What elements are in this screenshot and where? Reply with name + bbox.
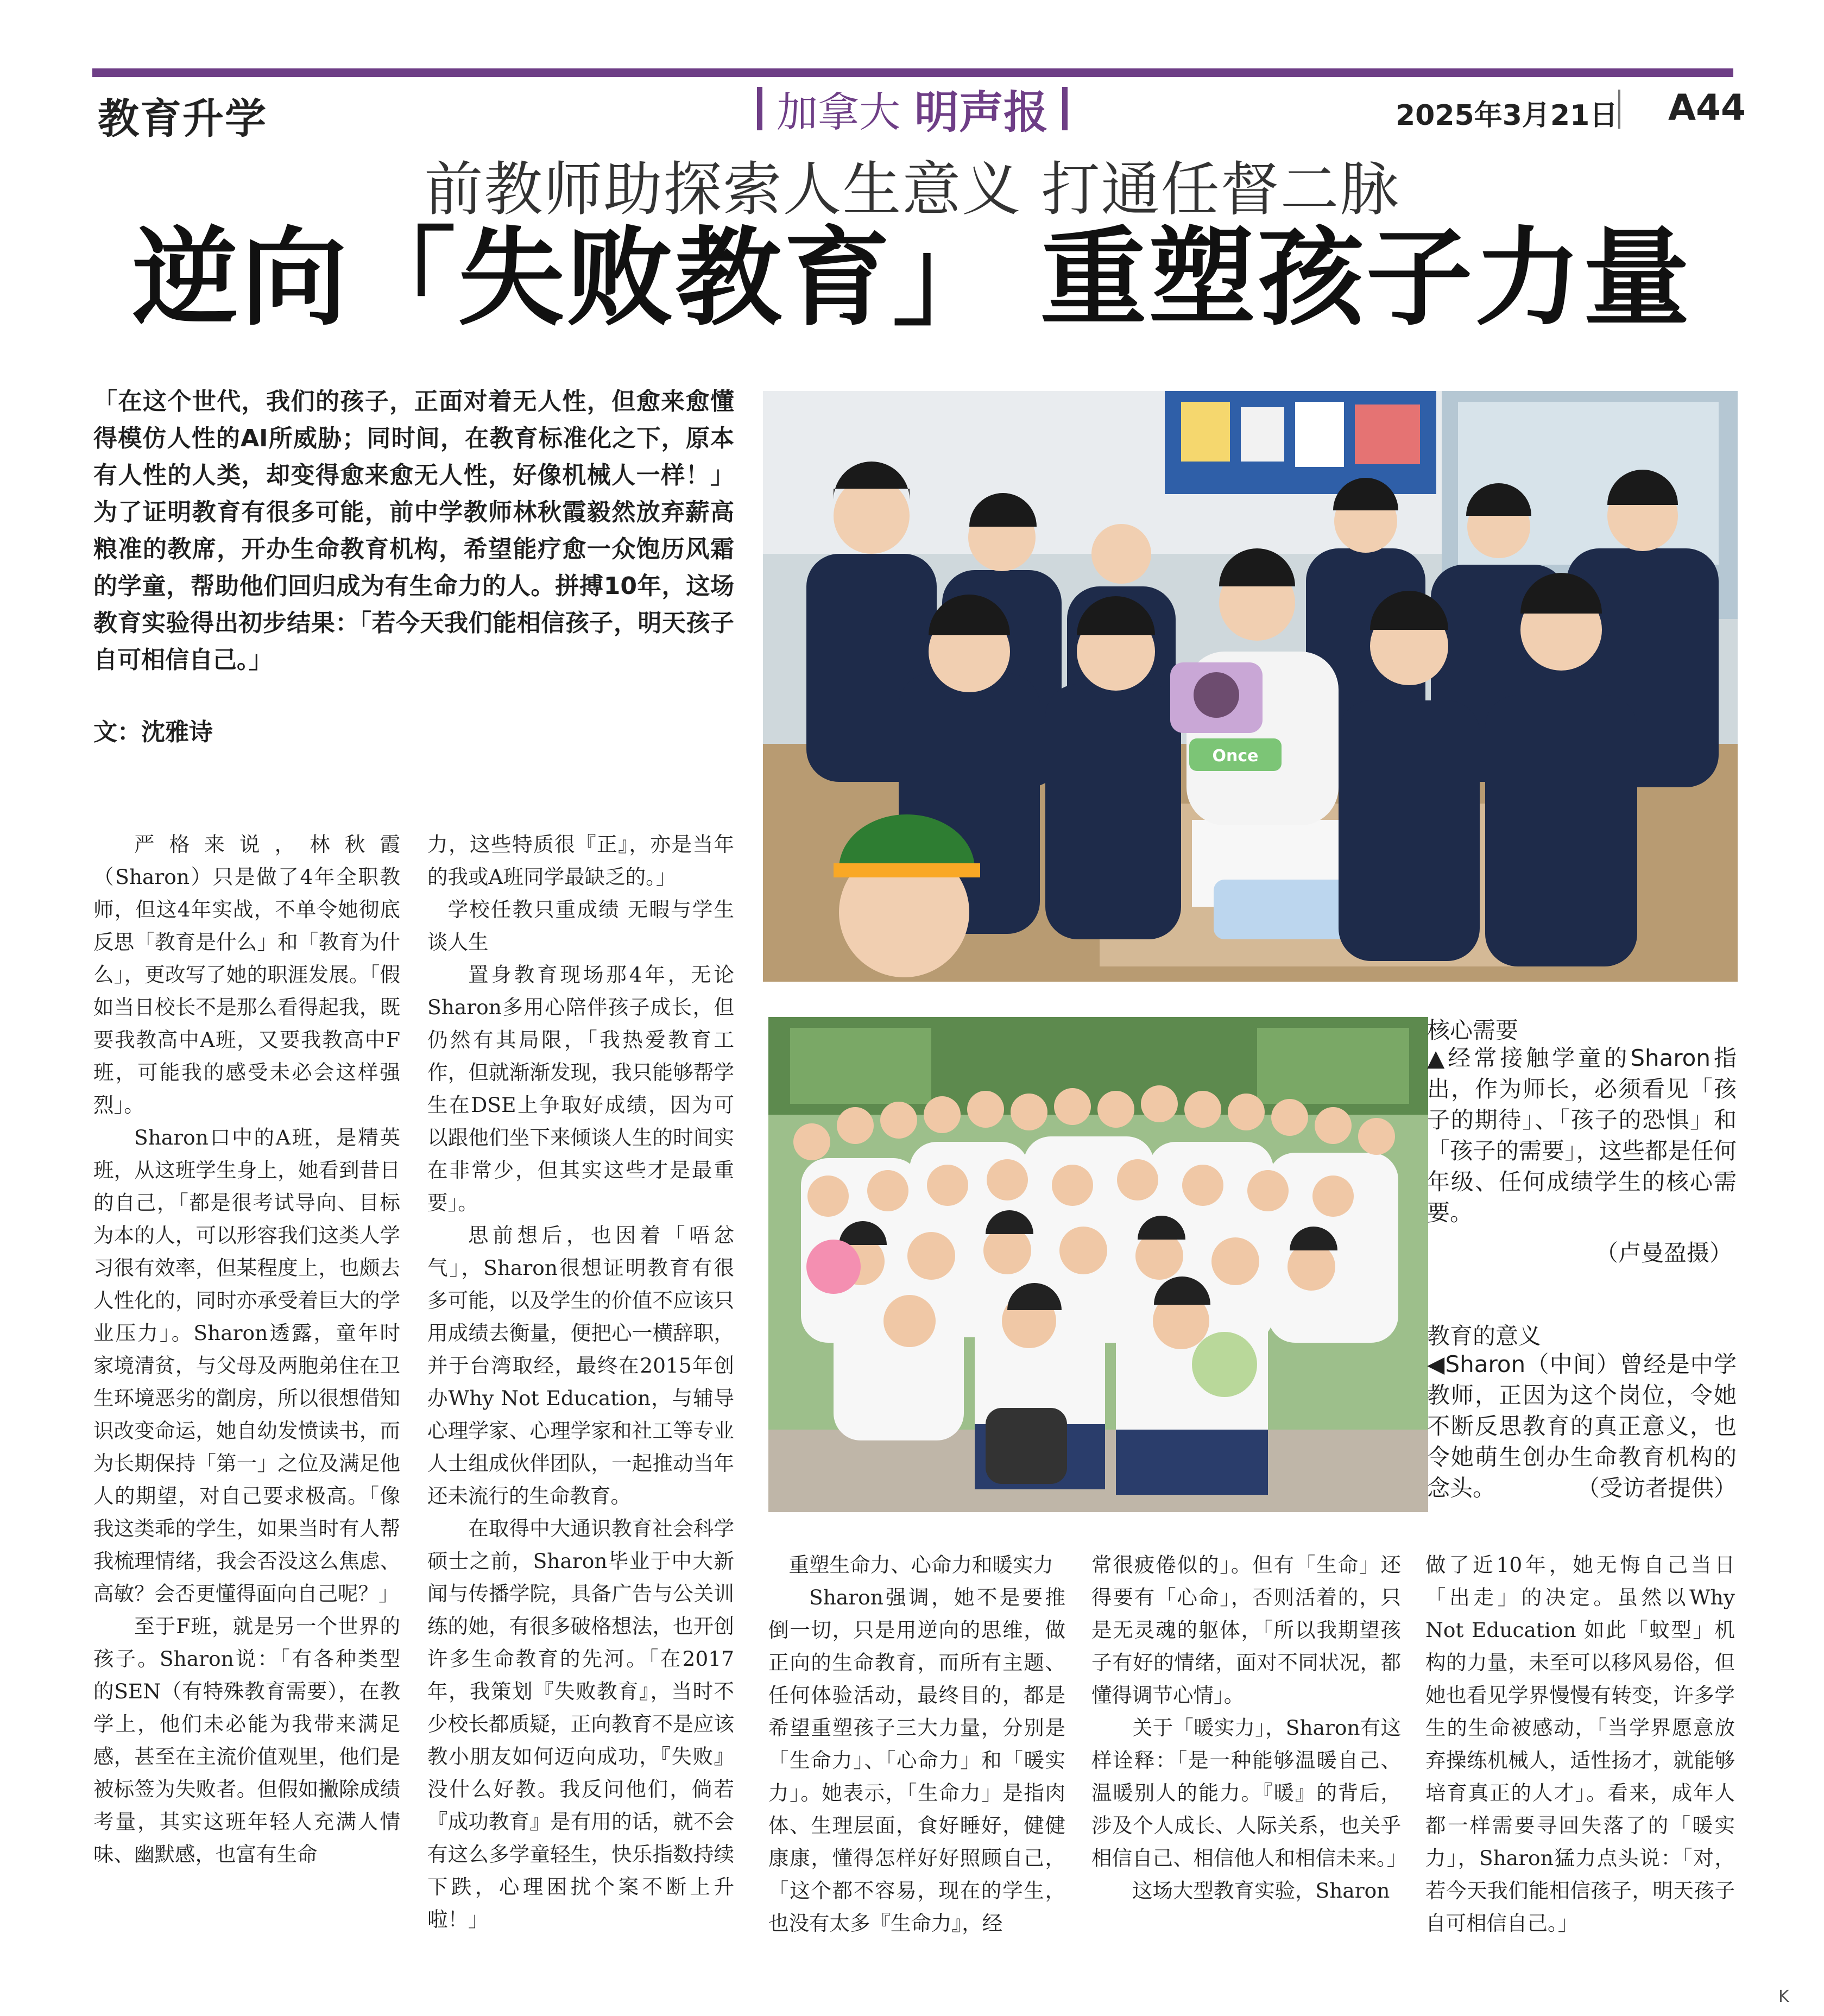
masthead-bar-left [757, 87, 762, 130]
graduation-group-photo [768, 1017, 1428, 1512]
photo-sign-text: Once [1212, 747, 1259, 766]
paragraph: 常很疲倦似的」。但有「生命」还得要有「心命」，否则活着的，只是无灵魂的躯体，「所以我期望孩子有好的情绪，面对不同状况，都懂得调节心情」。 [1091, 1553, 1401, 1707]
masthead-region: 加拿大 [776, 87, 900, 136]
header-divider [1618, 90, 1620, 129]
paragraph: 在取得中大通识教育社会科学硕士之前，Sharon毕业于中大新闻与传播学院，具备广告与公关训练的她，有很多破格想法，也开创许多生命教育的先河。「在2017年，我策划『失败教育』，当时不少校长都质疑，正向教育不是应该教小朋友如何迈向成功，『失败』没什么好教。我反问他们，倘若『成功教育』是有用的话，就不会有这么多学童轻生，快乐指数持续下跌，心理困扰个案不断上升啦！」 [427, 1516, 734, 1931]
masthead [739, 81, 1086, 136]
body-column-2 [427, 828, 734, 1936]
body-column-5 [1425, 1549, 1735, 1939]
paragraph: Sharon强调，她不是要推倒一切，只是用逆向的思维，做正向的生命教育，而所有主题、任何体验活动，最终目的，都是希望重塑孩子三大力量，分别是「生命力」、「心命力」和「暖实力」。她表示，「生命力」是指肉体、生理层面，食好睡好，健健康康，懂得怎样好好照顾自己，「这个都不容易，现在的学生，也没有太多『生命力』，经 [768, 1585, 1065, 1935]
article-headline: 逆向「失败教育」 重塑孩子力量 [132, 216, 1692, 340]
body-column-4 [1091, 1549, 1408, 1907]
paragraph: 力，这些特质很『正』，亦是当年的我或A班同学最缺乏的。」 [427, 832, 734, 889]
body-column-3 [768, 1549, 1065, 1939]
paragraph: 关于「暖实力」，Sharon有这样诠释：「是一种能够温暖自己、温暖别人的能力。『暖』的背后，涉及个人成长、人际关系，也关乎相信自己、相信他人和相信未来。」 [1091, 1716, 1408, 1870]
caption-body [1427, 1349, 1737, 1503]
paragraph: 做了近10年，她无悔自己当日「出走」的决定。虽然以Why Not Education 如此「蚊型」机构的力量，未至可以移风易俗，但她也看见学界慢慢有转变，许多学生的生命被感动，「当学界愿意放弃操练机械人，适性扬才，就能够培育真正的人才」。看来，成年人都一样需要寻回失落了的「暖实力」，Sharon猛力点头说：「对，若今天我们能相信孩子，明天孩子自可相信自己。」 [1425, 1553, 1735, 1935]
classroom-group-photo [763, 391, 1738, 982]
page-corner-mark: K [1778, 1987, 1789, 2006]
paragraph: Sharon口中的A班，是精英班，从这班学生身上，她看到昔日的自己，「都是很考试导向、目标为本的人，可以形容我们这类人学习很有效率，但某程度上，也颇去人性化的，同时亦承受着巨大的学业压力」。Sharon透露，童年时家境清贫，与父母及两胞弟住在卫生环境恶劣的劏房，所以很想借知识改变命运，她自幼发愤读书，而为长期保持「第一」之位及满足他人的期望，对自己要求极高。「像我这类乖的学生，如果当时有人帮我梳理情绪，我会否没这么焦虑、高敏？会否更懂得面向自己呢？」 [93, 1126, 400, 1606]
caption-title: 核心需要 [1427, 1017, 1519, 1044]
masthead-paper-name: 明声报 [914, 86, 1048, 138]
article-byline: 文：沈雅诗 [93, 718, 213, 746]
caption-text: ◀Sharon（中间）曾经是中学教师，正因为这个岗位，令她不断反思教育的真正意义，也令她萌生创办生命教育机构的念头。 [1427, 1351, 1737, 1501]
masthead-bar-right [1062, 87, 1068, 130]
photo-credit: （受访者提供） [1576, 1475, 1737, 1501]
section-name: 教育升学 [98, 94, 267, 143]
paragraph: 这场大型教育实验，Sharon [1132, 1879, 1390, 1903]
body-column-1 [93, 828, 400, 1870]
caption-body: ▲经常接触学童的Sharon指出，作为师长，必须看见「孩子的期待」、「孩子的恐惧」和「孩子的需要」，这些都是任何年级、任何成绩学生的核心需要。 [1427, 1045, 1737, 1226]
column-subhead: 学校任教只重成绩 无暇与学生谈人生 [427, 898, 734, 954]
paragraph: 置身教育现场那4年，无论Sharon多用心陪伴孩子成长，但仍然有其局限，「我热爱教育工作，但就渐渐发现，我只能够帮学生在DSE上争取好成绩，因为可以跟他们坐下来倾谈人生的时间实在非常少，但其实这些才是最重要」。 [427, 963, 734, 1215]
caption-title: 教育的意义 [1427, 1323, 1542, 1349]
article-intro: 「在这个世代，我们的孩子，正面对着无人性，但愈来愈懂得模仿人性的AI所威胁；同时间，在教育标准化之下，原本有人性的人类，却变得愈来愈无人性，好像机械人一样！」为了证明教育有很多可能，前中学教师林秋霞毅然放弃薪高粮准的教席，开办生命教育机构，希望能疗愈一众饱历风霜的学童，帮助他们回归成为有生命力的人。拼搏10年，这场教育实验得出初步结果：「若今天我们能相信孩子，明天孩子自可相信自己。」 [93, 388, 734, 674]
page-number: A44 [1668, 87, 1746, 129]
paragraph: 至于F班，就是另一个世界的孩子。Sharon说：「有各种类型的SEN（有特殊教育需要），在教学上，他们未必能为我带来满足感，甚至在主流价值观里，他们是被标签为失败者。但假如撇除成绩考量，其实这班年轻人充满人情味、幽默感，也富有生命 [93, 1614, 400, 1866]
article-subheadline: 前教师助探索人生意义 打通任督二脉 [424, 156, 1400, 224]
paragraph: 思前想后，也因着「唔忿气」，Sharon很想证明教育有很多可能，以及学生的价值不应该只用成绩去衡量，便把心一横辞职，并于台湾取经，最终在2015年创办Why Not Education，与辅导心理学家、心理学家和社工等专业人士组成伙伴团队，一起推动当年还未流行的生命教育。 [427, 1223, 734, 1508]
top-rule [92, 68, 1733, 77]
column-subhead: 重塑生命力、心命力和暖实力 [788, 1553, 1053, 1577]
paragraph: 严格来说，林秋霞（Sharon）只是做了4年全职教师，但这4年实战，不单令她彻底反思「教育是什么」和「教育为什么」，更改写了她的职涯发展。「假如当日校长不是那么看得起我，既要我教高中A班，又要我教高中F班，可能我的感受未必会这样强烈」。 [93, 832, 400, 1117]
issue-date: 2025年3月21日 [1396, 99, 1618, 132]
photo-credit: （卢曼盈摄） [1595, 1240, 1732, 1266]
